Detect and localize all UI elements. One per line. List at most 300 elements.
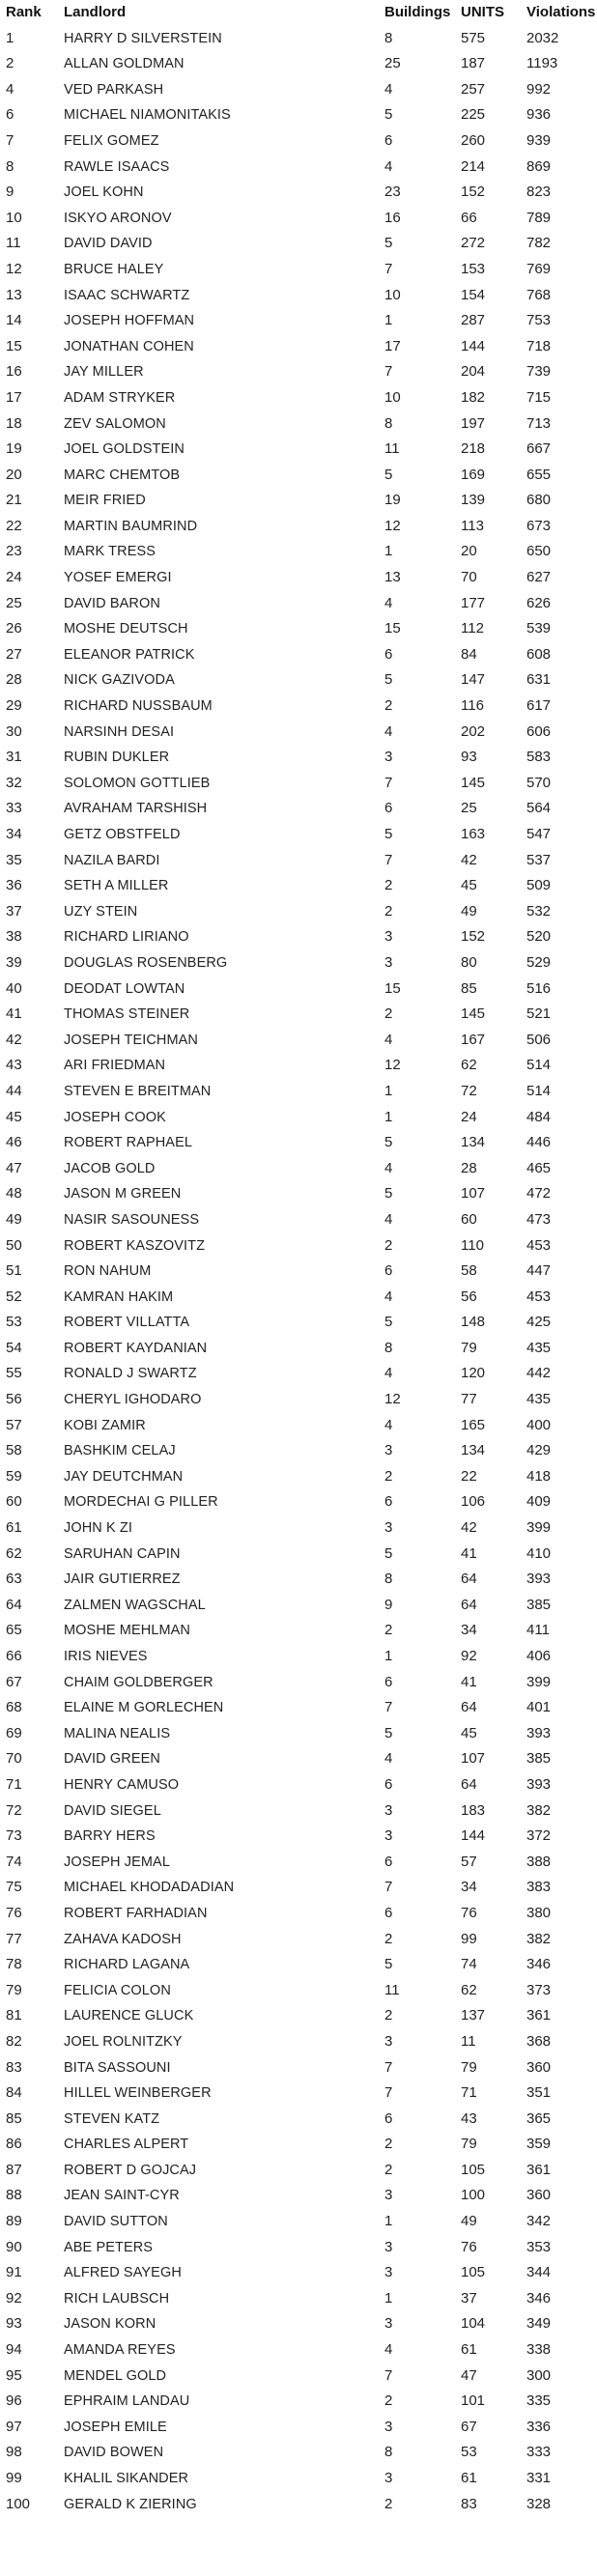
cell-units: 204 bbox=[461, 363, 486, 381]
table-row bbox=[6, 539, 597, 565]
cell-units: 20 bbox=[461, 543, 477, 560]
cell-landlord: NASIR SASOUNESS bbox=[64, 1211, 200, 1228]
cell-landlord: JAY MILLER bbox=[64, 364, 144, 381]
cell-violations: 650 bbox=[526, 543, 552, 560]
cell-rank: 69 bbox=[6, 1724, 22, 1741]
cell-landlord: NICK GAZIVODA bbox=[64, 672, 175, 689]
cell-buildings: 3 bbox=[384, 2315, 393, 2333]
cell-units: 145 bbox=[461, 774, 486, 791]
cell-rank: 12 bbox=[6, 260, 22, 277]
cell-units: 85 bbox=[461, 979, 477, 997]
table-row bbox=[6, 77, 597, 103]
cell-buildings: 15 bbox=[384, 979, 401, 997]
cell-violations: 409 bbox=[526, 1493, 552, 1511]
cell-rank: 89 bbox=[6, 2213, 22, 2230]
cell-buildings: 2 bbox=[384, 2136, 393, 2153]
cell-units: 34 bbox=[461, 1879, 477, 1896]
cell-units: 107 bbox=[461, 1750, 486, 1768]
cell-violations: 869 bbox=[526, 157, 552, 175]
cell-landlord: BARRY HERS bbox=[64, 1828, 156, 1845]
table-row bbox=[6, 102, 597, 128]
cell-landlord: CHERYL IGHODARO bbox=[64, 1392, 202, 1408]
cell-units: 144 bbox=[461, 337, 486, 354]
cell-buildings: 3 bbox=[384, 749, 393, 766]
table-row bbox=[6, 2055, 597, 2081]
cell-buildings: 4 bbox=[384, 594, 393, 611]
cell-landlord: ISKYO ARONOV bbox=[64, 210, 172, 226]
cell-buildings: 2 bbox=[384, 1467, 393, 1485]
cell-buildings: 4 bbox=[384, 157, 393, 175]
cell-buildings: 7 bbox=[384, 2058, 393, 2076]
cell-landlord: THOMAS STEINER bbox=[64, 1006, 190, 1023]
cell-landlord: YOSEF EMERGI bbox=[64, 570, 172, 586]
cell-units: 74 bbox=[461, 1956, 477, 1973]
cell-violations: 606 bbox=[526, 722, 552, 740]
table-row bbox=[6, 411, 597, 438]
table-row bbox=[6, 2260, 597, 2286]
cell-landlord: LAURENCE GLUCK bbox=[64, 2008, 194, 2024]
cell-units: 45 bbox=[461, 1724, 477, 1741]
cell-units: 287 bbox=[461, 312, 486, 329]
table-row bbox=[6, 1438, 597, 1464]
cell-violations: 447 bbox=[526, 1262, 552, 1280]
cell-landlord: AVRAHAM TARSHISH bbox=[64, 801, 208, 817]
table-row bbox=[6, 231, 597, 257]
cell-landlord: IRIS NIEVES bbox=[64, 1649, 148, 1664]
cell-buildings: 15 bbox=[384, 620, 401, 637]
cell-buildings: 3 bbox=[384, 1827, 393, 1845]
cell-rank: 2 bbox=[6, 55, 14, 72]
cell-units: 218 bbox=[461, 440, 486, 458]
cell-units: 165 bbox=[461, 1416, 486, 1433]
cell-rank: 66 bbox=[6, 1648, 22, 1664]
cell-violations: 442 bbox=[526, 1365, 552, 1382]
cell-rank: 95 bbox=[6, 2366, 22, 2384]
cell-buildings: 7 bbox=[384, 1879, 393, 1896]
cell-rank: 52 bbox=[6, 1288, 22, 1305]
cell-buildings: 2 bbox=[384, 697, 393, 715]
cell-units: 41 bbox=[461, 1673, 477, 1690]
table-row bbox=[6, 463, 597, 489]
cell-landlord: UZY STEIN bbox=[64, 903, 138, 920]
cell-rank: 42 bbox=[6, 1031, 22, 1048]
cell-buildings: 8 bbox=[384, 29, 393, 46]
cell-violations: 473 bbox=[526, 1210, 552, 1228]
table-row bbox=[6, 899, 597, 925]
cell-units: 154 bbox=[461, 286, 486, 303]
cell-units: 83 bbox=[461, 2495, 477, 2512]
cell-buildings: 8 bbox=[384, 2444, 393, 2461]
cell-violations: 425 bbox=[526, 1314, 552, 1331]
cell-landlord: MICHAEL KHODADADIAN bbox=[64, 1880, 235, 1896]
cell-units: 272 bbox=[461, 235, 486, 252]
cell-units: 28 bbox=[461, 1159, 477, 1176]
cell-landlord: CHAIM GOLDBERGER bbox=[64, 1674, 213, 1690]
table-row bbox=[6, 720, 597, 746]
table-row bbox=[6, 1259, 597, 1285]
cell-violations: 380 bbox=[526, 1904, 552, 1921]
table-row bbox=[6, 1850, 597, 1876]
cell-landlord: ROBERT KASZOVITZ bbox=[64, 1237, 206, 1254]
cell-landlord: HARRY D SILVERSTEIN bbox=[64, 30, 222, 46]
cell-buildings: 6 bbox=[384, 131, 393, 149]
cell-landlord: RICHARD LIRIANO bbox=[64, 929, 189, 946]
cell-violations: 509 bbox=[526, 877, 552, 894]
cell-violations: 446 bbox=[526, 1134, 552, 1151]
cell-rank: 24 bbox=[6, 569, 22, 586]
cell-units: 58 bbox=[461, 1262, 477, 1280]
cell-buildings: 12 bbox=[384, 1391, 401, 1408]
cell-violations: 608 bbox=[526, 645, 552, 663]
cell-rank: 46 bbox=[6, 1134, 22, 1151]
cell-units: 56 bbox=[461, 1288, 477, 1305]
cell-rank: 88 bbox=[6, 2187, 22, 2204]
cell-rank: 43 bbox=[6, 1057, 22, 1074]
cell-rank: 58 bbox=[6, 1442, 22, 1459]
cell-buildings: 4 bbox=[384, 1210, 393, 1228]
table-row bbox=[6, 2003, 597, 2029]
cell-units: 53 bbox=[461, 2444, 477, 2461]
table-row bbox=[6, 283, 597, 309]
cell-rank: 40 bbox=[6, 979, 22, 997]
cell-units: 79 bbox=[461, 2136, 477, 2153]
cell-rank: 72 bbox=[6, 1801, 22, 1819]
cell-landlord: DAVID GREEN bbox=[64, 1751, 160, 1768]
table-row bbox=[6, 1361, 597, 1387]
cell-landlord: RAWLE ISAACS bbox=[64, 158, 170, 175]
cell-rank: 60 bbox=[6, 1493, 22, 1511]
cell-violations: 335 bbox=[526, 2392, 552, 2410]
cell-violations: 769 bbox=[526, 260, 552, 277]
cell-buildings: 6 bbox=[384, 2109, 393, 2127]
cell-units: 257 bbox=[461, 80, 486, 98]
cell-rank: 90 bbox=[6, 2238, 22, 2255]
cell-units: 177 bbox=[461, 594, 486, 611]
cell-landlord: MOSHE MEHLMAN bbox=[64, 1623, 191, 1639]
cell-landlord: HILLEL WEINBERGER bbox=[64, 2085, 212, 2102]
cell-violations: 393 bbox=[526, 1571, 552, 1588]
cell-violations: 484 bbox=[526, 1108, 552, 1125]
table-row bbox=[6, 1515, 597, 1542]
cell-violations: 401 bbox=[526, 1699, 552, 1716]
cell-violations: 680 bbox=[526, 492, 552, 509]
table-row bbox=[6, 2235, 597, 2261]
cell-violations: 453 bbox=[526, 1236, 552, 1254]
cell-buildings: 5 bbox=[384, 1185, 393, 1203]
cell-landlord: FELIX GOMEZ bbox=[64, 132, 159, 149]
cell-rank: 34 bbox=[6, 826, 22, 842]
cell-buildings: 2 bbox=[384, 2392, 393, 2410]
table-row bbox=[6, 1489, 597, 1515]
cell-rank: 85 bbox=[6, 2109, 22, 2127]
cell-buildings: 3 bbox=[384, 1801, 393, 1819]
cell-violations: 453 bbox=[526, 1288, 552, 1305]
cell-landlord: JOSEPH HOFFMAN bbox=[64, 313, 195, 329]
cell-units: 153 bbox=[461, 260, 486, 277]
cell-landlord: MOSHE DEUTSCH bbox=[64, 621, 188, 637]
cell-units: 47 bbox=[461, 2366, 477, 2384]
table-row bbox=[6, 1824, 597, 1850]
cell-units: 72 bbox=[461, 1082, 477, 1099]
cell-violations: 472 bbox=[526, 1185, 552, 1203]
table-row bbox=[6, 155, 597, 181]
cell-units: 25 bbox=[461, 800, 477, 817]
cell-landlord: JOSEPH EMILE bbox=[64, 2419, 167, 2435]
cell-units: 197 bbox=[461, 414, 486, 432]
cell-violations: 506 bbox=[526, 1031, 552, 1048]
cell-buildings: 3 bbox=[384, 2238, 393, 2255]
table-row bbox=[6, 1567, 597, 1593]
cell-buildings: 5 bbox=[384, 1956, 393, 1973]
cell-rank: 15 bbox=[6, 337, 22, 354]
cell-rank: 48 bbox=[6, 1185, 22, 1203]
cell-landlord: JACOB GOLD bbox=[64, 1160, 156, 1176]
cell-units: 22 bbox=[461, 1467, 477, 1485]
cell-violations: 768 bbox=[526, 286, 552, 303]
table-row bbox=[6, 2466, 597, 2492]
cell-buildings: 5 bbox=[384, 1314, 393, 1331]
cell-units: 575 bbox=[461, 29, 486, 46]
cell-landlord: MEIR FRIED bbox=[64, 493, 146, 509]
cell-violations: 529 bbox=[526, 953, 552, 971]
table-row bbox=[6, 1798, 597, 1825]
column-header-buildings: Buildings bbox=[384, 4, 451, 20]
cell-buildings: 7 bbox=[384, 260, 393, 277]
cell-units: 152 bbox=[461, 928, 486, 946]
cell-landlord: ABE PETERS bbox=[64, 2239, 154, 2255]
cell-rank: 45 bbox=[6, 1108, 22, 1125]
table-row bbox=[6, 822, 597, 848]
cell-violations: 564 bbox=[526, 800, 552, 817]
cell-buildings: 4 bbox=[384, 1416, 393, 1433]
cell-violations: 399 bbox=[526, 1519, 552, 1537]
cell-violations: 344 bbox=[526, 2264, 552, 2281]
cell-units: 80 bbox=[461, 953, 477, 971]
table-row bbox=[6, 565, 597, 591]
cell-buildings: 11 bbox=[384, 440, 400, 458]
cell-buildings: 2 bbox=[384, 2161, 393, 2178]
cell-rank: 36 bbox=[6, 877, 22, 894]
cell-units: 167 bbox=[461, 1031, 486, 1048]
cell-landlord: RONALD J SWARTZ bbox=[64, 1366, 197, 1382]
cell-buildings: 12 bbox=[384, 1057, 401, 1074]
cell-buildings: 6 bbox=[384, 1673, 393, 1690]
cell-landlord: JOEL KOHN bbox=[64, 184, 144, 201]
cell-buildings: 19 bbox=[384, 492, 401, 509]
cell-units: 104 bbox=[461, 2315, 486, 2333]
cell-violations: 373 bbox=[526, 1981, 552, 1998]
cell-violations: 383 bbox=[526, 1879, 552, 1896]
cell-landlord: ZAHAVA KADOSH bbox=[64, 1931, 182, 1947]
cell-buildings: 5 bbox=[384, 1724, 393, 1741]
cell-landlord: JONATHAN COHEN bbox=[64, 338, 194, 354]
cell-rank: 62 bbox=[6, 1544, 22, 1562]
cell-buildings: 1 bbox=[384, 312, 393, 329]
cell-landlord: ISAAC SCHWARTZ bbox=[64, 287, 190, 303]
table-row bbox=[6, 206, 597, 232]
cell-buildings: 3 bbox=[384, 2032, 393, 2050]
cell-rank: 19 bbox=[6, 440, 22, 458]
table-row bbox=[6, 1875, 597, 1901]
cell-units: 42 bbox=[461, 1519, 477, 1537]
cell-landlord: DAVID SUTTON bbox=[64, 2214, 168, 2230]
cell-landlord: ROBERT KAYDANIAN bbox=[64, 1340, 208, 1356]
cell-units: 67 bbox=[461, 2418, 477, 2435]
cell-landlord: JOEL GOLDSTEIN bbox=[64, 441, 185, 458]
cell-rank: 13 bbox=[6, 286, 22, 303]
cell-buildings: 4 bbox=[384, 1365, 393, 1382]
cell-violations: 342 bbox=[526, 2213, 552, 2230]
cell-landlord: BRUCE HALEY bbox=[64, 261, 164, 277]
cell-violations: 753 bbox=[526, 312, 552, 329]
cell-units: 84 bbox=[461, 645, 477, 663]
cell-rank: 54 bbox=[6, 1339, 22, 1356]
table-row bbox=[6, 1618, 597, 1644]
cell-landlord: JASON M GREEN bbox=[64, 1186, 182, 1203]
cell-rank: 87 bbox=[6, 2161, 22, 2178]
cell-rank: 92 bbox=[6, 2289, 22, 2307]
cell-buildings: 4 bbox=[384, 80, 393, 98]
cell-landlord: ADAM STRYKER bbox=[64, 389, 176, 406]
cell-landlord: DAVID DAVID bbox=[64, 236, 153, 252]
cell-units: 134 bbox=[461, 1134, 486, 1151]
cell-rank: 97 bbox=[6, 2418, 22, 2435]
cell-rank: 10 bbox=[6, 209, 22, 226]
cell-buildings: 7 bbox=[384, 2366, 393, 2384]
cell-landlord: RICHARD NUSSBAUM bbox=[64, 698, 213, 715]
cell-landlord: MARK TRESS bbox=[64, 544, 156, 560]
cell-violations: 365 bbox=[526, 2109, 552, 2127]
cell-units: 106 bbox=[461, 1493, 486, 1511]
cell-landlord: DAVID BOWEN bbox=[64, 2445, 164, 2461]
table-row bbox=[6, 1901, 597, 1927]
cell-units: 79 bbox=[461, 1339, 477, 1356]
cell-violations: 388 bbox=[526, 1853, 552, 1870]
cell-buildings: 7 bbox=[384, 363, 393, 381]
cell-landlord: BASHKIM CELAJ bbox=[64, 1443, 176, 1459]
table-row bbox=[6, 1156, 597, 1182]
cell-buildings: 13 bbox=[384, 569, 401, 586]
cell-landlord: MORDECHAI G PILLER bbox=[64, 1494, 218, 1511]
cell-landlord: EPHRAIM LANDAU bbox=[64, 2393, 190, 2410]
cell-landlord: NAZILA BARDI bbox=[64, 852, 160, 868]
cell-violations: 465 bbox=[526, 1159, 552, 1176]
table-row bbox=[6, 745, 597, 771]
cell-buildings: 2 bbox=[384, 2007, 393, 2024]
cell-rank: 77 bbox=[6, 1930, 22, 1947]
cell-units: 101 bbox=[461, 2392, 486, 2410]
cell-units: 116 bbox=[461, 697, 484, 715]
cell-units: 70 bbox=[461, 569, 477, 586]
cell-violations: 782 bbox=[526, 235, 552, 252]
cell-units: 113 bbox=[461, 517, 484, 534]
cell-units: 99 bbox=[461, 1930, 477, 1947]
cell-buildings: 5 bbox=[384, 106, 393, 124]
cell-buildings: 2 bbox=[384, 1236, 393, 1254]
table-row bbox=[6, 1978, 597, 2004]
cell-buildings: 4 bbox=[384, 1031, 393, 1048]
cell-violations: 713 bbox=[526, 414, 552, 432]
cell-violations: 393 bbox=[526, 1724, 552, 1741]
table-row bbox=[6, 2107, 597, 2133]
cell-buildings: 6 bbox=[384, 1904, 393, 1921]
table-body bbox=[6, 26, 597, 2518]
cell-buildings: 6 bbox=[384, 800, 393, 817]
cell-violations: 372 bbox=[526, 1827, 552, 1845]
cell-landlord: ROBERT RAPHAEL bbox=[64, 1135, 193, 1151]
cell-rank: 71 bbox=[6, 1775, 22, 1793]
cell-units: 41 bbox=[461, 1544, 477, 1562]
table-row bbox=[6, 488, 597, 514]
cell-buildings: 3 bbox=[384, 953, 393, 971]
cell-violations: 570 bbox=[526, 774, 552, 791]
cell-violations: 823 bbox=[526, 184, 552, 201]
cell-buildings: 6 bbox=[384, 645, 393, 663]
cell-buildings: 5 bbox=[384, 1134, 393, 1151]
cell-units: 105 bbox=[461, 2264, 486, 2281]
cell-violations: 939 bbox=[526, 131, 552, 149]
cell-violations: 992 bbox=[526, 80, 552, 98]
cell-landlord: SOLOMON GOTTLIEB bbox=[64, 775, 211, 791]
table-row bbox=[6, 694, 597, 720]
cell-violations: 333 bbox=[526, 2444, 552, 2461]
cell-rank: 99 bbox=[6, 2470, 22, 2486]
cell-buildings: 4 bbox=[384, 722, 393, 740]
table-row bbox=[6, 359, 597, 385]
cell-violations: 435 bbox=[526, 1339, 552, 1356]
table-row bbox=[6, 2132, 597, 2158]
cell-landlord: RICH LAUBSCH bbox=[64, 2290, 170, 2307]
cell-landlord: JOSEPH COOK bbox=[64, 1109, 166, 1125]
cell-buildings: 7 bbox=[384, 774, 393, 791]
cell-rank: 84 bbox=[6, 2084, 22, 2102]
cell-units: 57 bbox=[461, 1853, 477, 1870]
table-row bbox=[6, 2183, 597, 2209]
cell-rank: 9 bbox=[6, 184, 14, 201]
cell-landlord: JASON KORN bbox=[64, 2316, 156, 2333]
cell-buildings: 2 bbox=[384, 902, 393, 920]
cell-landlord: RUBIN DUKLER bbox=[64, 750, 170, 766]
table-row bbox=[6, 1336, 597, 1362]
cell-buildings: 1 bbox=[384, 543, 393, 560]
cell-units: 100 bbox=[461, 2187, 486, 2204]
cell-rank: 27 bbox=[6, 645, 22, 663]
cell-rank: 22 bbox=[6, 517, 22, 534]
cell-buildings: 8 bbox=[384, 1339, 393, 1356]
cell-buildings: 7 bbox=[384, 2084, 393, 2102]
cell-units: 76 bbox=[461, 2238, 477, 2255]
cell-rank: 93 bbox=[6, 2315, 22, 2333]
cell-buildings: 11 bbox=[384, 1981, 400, 1998]
table-row bbox=[6, 1746, 597, 1772]
table-row bbox=[6, 514, 597, 540]
cell-units: 105 bbox=[461, 2161, 486, 2178]
table-row bbox=[6, 924, 597, 950]
cell-buildings: 8 bbox=[384, 1571, 393, 1588]
table-row bbox=[6, 616, 597, 642]
table-row bbox=[6, 2492, 597, 2518]
cell-rank: 81 bbox=[6, 2007, 22, 2024]
cell-rank: 6 bbox=[6, 106, 14, 124]
table-row bbox=[6, 257, 597, 283]
cell-rank: 50 bbox=[6, 1236, 22, 1254]
table-row bbox=[6, 1130, 597, 1156]
cell-buildings: 1 bbox=[384, 2289, 393, 2307]
cell-rank: 83 bbox=[6, 2058, 22, 2076]
cell-units: 148 bbox=[461, 1314, 486, 1331]
cell-violations: 617 bbox=[526, 697, 552, 715]
table-row bbox=[6, 2158, 597, 2184]
